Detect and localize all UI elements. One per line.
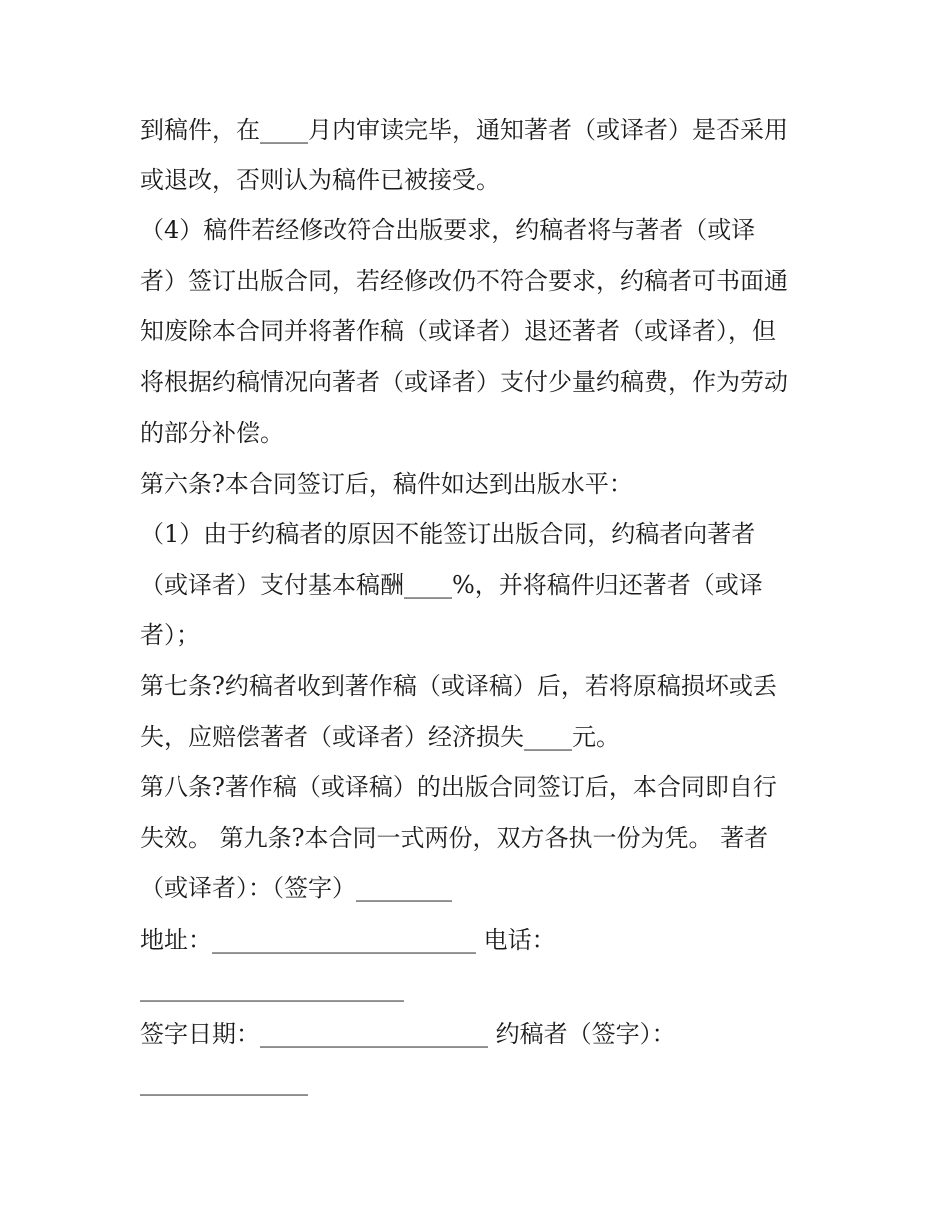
text-line: 的部分补偿。 [140, 419, 284, 447]
text-line: 将根据约稿情况向著者（或译者）支付少量约稿费，作为劳动 [140, 368, 788, 396]
address-phone-line: 地址：______________________ 电话： [140, 926, 556, 954]
author-signature-line: （或译者）：（签字）________ [140, 874, 452, 902]
solicitor-signature-blank: ______________ [140, 1068, 308, 1096]
article-6-heading: 第六条?本合同签订后，稿件如达到出版水平： [140, 470, 633, 498]
phone-blank-line: ______________________ [140, 974, 404, 1002]
text-line: 者）； [140, 621, 200, 649]
article-7-line: 第七条?约稿者收到著作稿（或译稿）后，若将原稿损坏或丢 [140, 672, 777, 700]
text-line: 者）签订出版合同，若经修改仍不符合要求，约稿者可书面通 [140, 267, 788, 295]
text-line: 知废除本合同并将著作稿（或译者）退还著者（或译者），但 [140, 317, 776, 345]
text-line: （1）由于约稿者的原因不能签订出版合同，约稿者向著者 [140, 520, 756, 548]
text-line: 失效。 第九条?本合同一式两份，双方各执一份为凭。 著者 [140, 824, 769, 852]
article-8-line: 第八条?著作稿（或译稿）的出版合同签订后，本合同即自行 [140, 773, 777, 801]
text-line: 失，应赔偿著者（或译者）经济损失____元。 [140, 723, 620, 751]
text-line: （4）稿件若经修改符合出版要求，约稿者将与著者（或译 [140, 216, 756, 244]
text-line: （或译者）支付基本稿酬____%，并将稿件归还著者（或译 [140, 571, 763, 599]
sign-date-line: 签字日期：___________________ 约稿者（签字）： [140, 1020, 676, 1048]
text-line: 到稿件，在____月内审读完毕，通知著者（或译者）是否采用 [140, 116, 788, 144]
text-line: 或退改，否则认为稿件已被接受。 [140, 166, 500, 194]
